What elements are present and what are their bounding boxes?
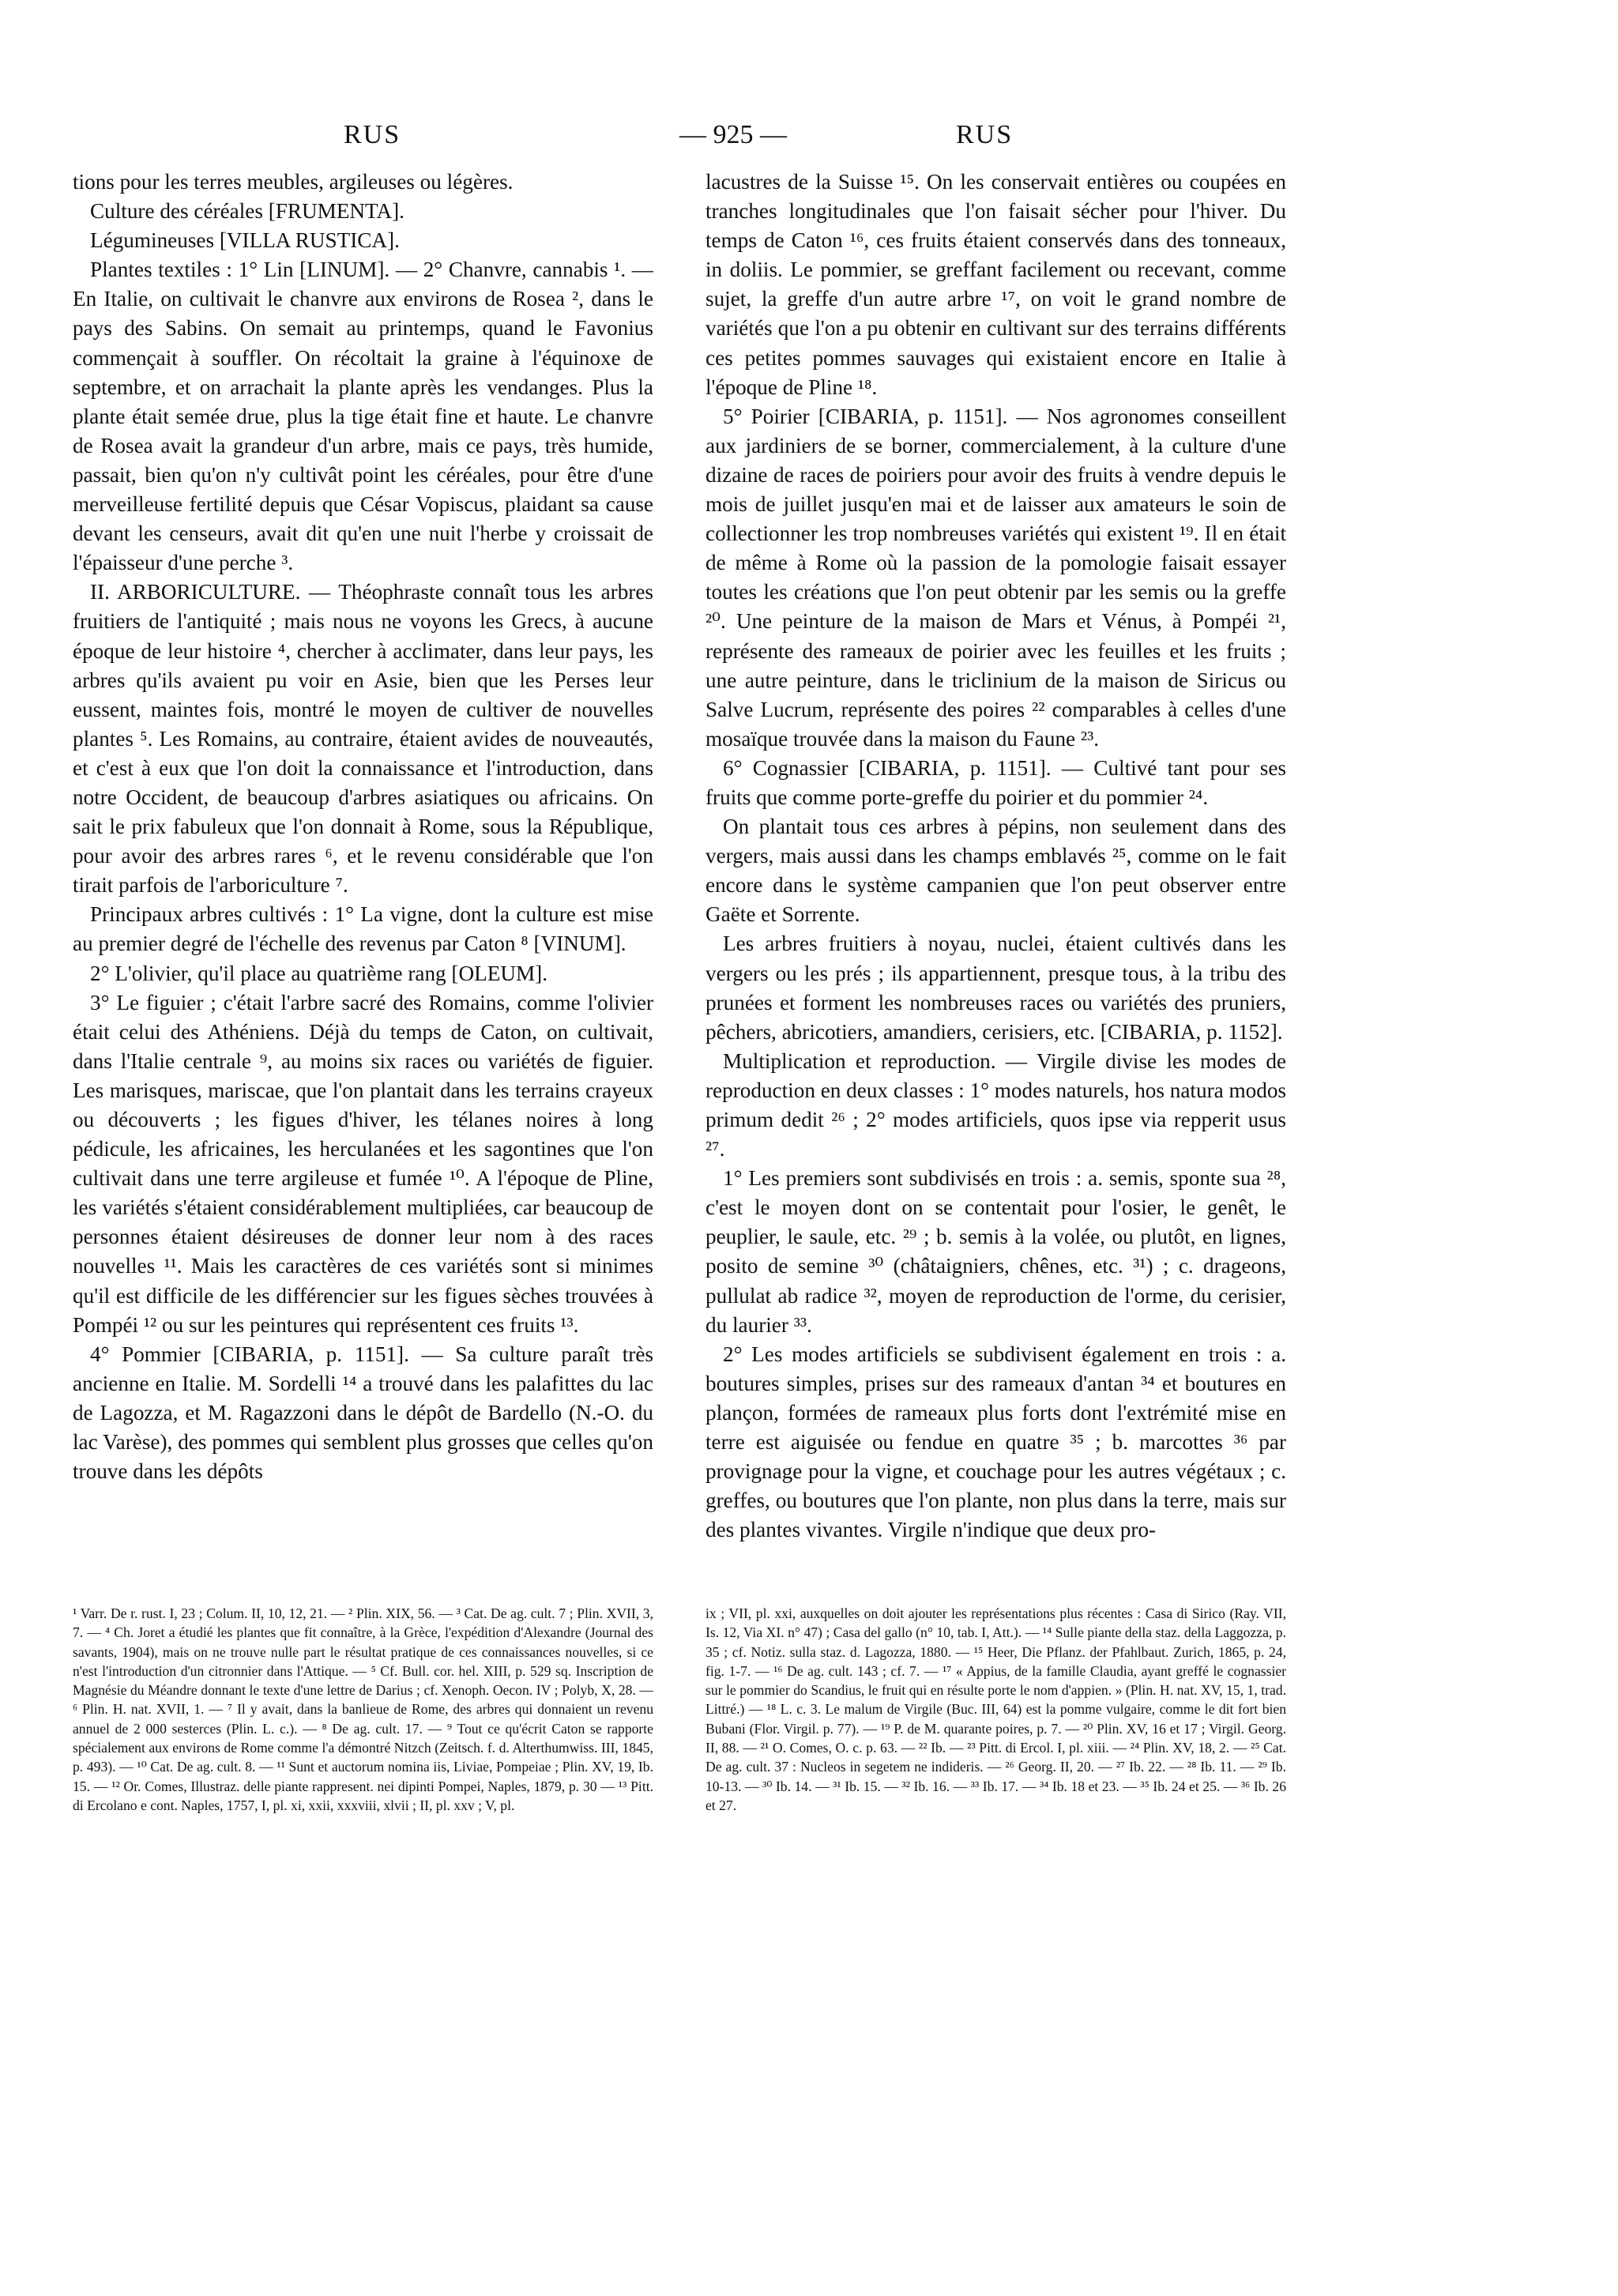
paragraph: 5° Poirier [CIBARIA, p. 1151]. — Nos agronomes conseillent aux jardiniers de se borner, commercialement, à la culture d'une dizaine de races de poiriers pour avoir des fruits à vendre depuis le mois de juillet jusqu'en mai et de laisser aux amateurs le soin de collectionner les trop nombreuses variétés qui existent ¹⁹. Il en était de même à Rome où la passion de la pomologie faisait essayer toutes les créations que l'on peut obtenir par les semis ou la greffe ²⁰. Une peinture de la maison de Mars et Vénus, à Pompéi ²¹, représente des rameaux de poirier avec les feuilles et les fruits ; une autre peinture, dans le triclinium de la maison de Siricus ou Salve Lucrum, représente des poires ²² comparables à celles d'une mosaïque trouvée dans la maison du Faune ²³. xyxy=(706,404,1286,751)
paragraph: II. ARBORICULTURE. — Théophraste connaît tous les arbres fruitiers de l'antiquité ; mais nous ne voyons les Grecs, à aucune époque de leur histoire ⁴, chercher à acclimater, dans leur pays, les arbres qu'ils avaient pu voir en Asie, bien que les Perses leur eussent, maintes fois, montré le moyen de cultiver de nouvelles plantes ⁵. Les Romains, au contraire, étaient avides de nouveautés, et c'est à eux que l'on doit la connaissance et l'introduction, dans notre Occident, de beaucoup d'arbres asiatiques ou africains. On sait le prix fabuleux que l'on donnait à Rome, sous la République, pour avoir des arbres rares ⁶, et le revenu considérable que l'on tirait parfois de l'arboriculture ⁷. xyxy=(73,580,653,898)
paragraph: Légumineuses [VILLA RUSTICA]. xyxy=(90,228,400,253)
paragraph: 6° Cognassier [CIBARIA, p. 1151]. — Cultivé tant pour ses fruits que comme porte-greffe du poirier et du pommier ²⁴. xyxy=(706,755,1286,809)
footnote-text: ix ; VII, pl. xxi, auxquelles on doit ajouter les représentations plus récentes : Casa di Sirico (Ray. VII, Is. 12, Via XI. n° 47) ; Casa del gallo (n° 10, tab. I, Att.). — ¹⁴ Sulle piante della staz. della Laggozza, p. 35 ; cf. Notiz. sulla staz. d. Lagozza, 1880. — ¹⁵ Heer, Die Pflanz. der Pfahlbaut. Zurich, 1865, p. 24, fig. 1-7. — ¹⁶ De ag. cult. 143 ; cf. 7. — ¹⁷ « Appius, de la famille Claudia, ayant greffé le cognassier sur le pommier do Scandius, le fruit qui en résulte porte le nom d'appien. » (Plin. H. nat. XV, 15, 1, trad. Littré.) — ¹⁸ L. c. 3. Le malum de Virgile (Buc. III, 64) est la pomme vulgaire, comme le dit fort bien Bubani (Flor. Virgil. p. 77). — ¹⁹ P. de M. quarante poires, p. 7. — ²⁰ Plin. XV, 16 et 17 ; Virgil. Georg. II, 88. — ²¹ O. Comes, O. c. p. 63. — ²² Ib. — ²³ Pitt. di Ercol. I, pl. xiii. — ²⁴ Plin. XV, 18, 2. — ²⁵ Cat. De ag. cult. 37 : Nucleos in segetem ne indideris. — ²⁶ Georg. II, 20. — ²⁷ Ib. 22. — ²⁸ Ib. 11. — ²⁹ Ib. 10-13. — ³⁰ Ib. 14. — ³¹ Ib. 15. — ³² Ib. 16. — ³³ Ib. 17. — ³⁴ Ib. 18 et 23. — ³⁵ Ib. 24 et 25. — ³⁶ Ib. 26 et 27. xyxy=(706,1605,1286,1813)
header-left-title: RUS xyxy=(344,120,401,149)
paragraph: 4° Pommier [CIBARIA, p. 1151]. — Sa culture paraît très ancienne en Italie. M. Sordelli ¹⁴ a trouvé dans les palafittes du lac de Lagozza, et M. Ragazzoni dans le dépôt de Bardello (N.-O. du lac Varèse), des pommes qui semblent plus grosses que celles qu'on trouve dans les dépôts xyxy=(73,1342,653,1484)
paragraph: Plantes textiles : 1° Lin [LINUM]. — 2° Chanvre, cannabis ¹. — En Italie, on cultivait le chanvre aux environs de Rosea ², dans le pays des Sabins. On semait au printemps, quand le Favonius commençait à souffler. On récoltait la graine à l'équinoxe de septembre, et on arrachait la plante après les vendanges. Plus la plante était semée drue, plus la tige était fine et haute. Le chanvre de Rosea avait la grandeur d'un arbre, mais ce pays, très humide, passait, bien qu'on n'y cultivât point les céréales, pour être d'une merveilleuse fertilité depuis que César Vopiscus, plaidant sa cause devant les censeurs, avait dit qu'en une nuit l'herbe y croissait de l'épaisseur d'une perche ³. xyxy=(73,258,653,575)
paragraph: lacustres de la Suisse ¹⁵. On les conservait entières ou coupées en tranches longitudinales que l'on faisait sécher pour l'hiver. Du temps de Caton ¹⁶, ces fruits étaient conservés dans des tonneaux, in doliis. Le pommier, se greffant facilement ou recevant, comme sujet, la greffe d'un autre arbre ¹⁷, on voit le grand nombre de variétés que l'on a pu obtenir en cultivant sur des terrains différents ces petites pommes sauvages qui existaient encore en Italie à l'époque de Pline ¹⁸. xyxy=(706,170,1286,399)
footnotes-right xyxy=(706,1604,1286,1815)
paragraph: Multiplication et reproduction. — Virgile divise les modes de reproduction en deux classes : 1° modes naturels, hos natura modos primum dedit ²⁶ ; 2° modes artificiels, quos ipse via repperit usus ²⁷. xyxy=(706,1048,1286,1161)
right-column xyxy=(706,167,1286,1545)
header-right-title: RUS xyxy=(956,120,1014,149)
paragraph: Culture des céréales [FRUMENTA]. xyxy=(90,199,404,224)
page-number: — 925 — xyxy=(679,120,787,149)
paragraph: tions pour les terres meubles, argileuses ou légères. xyxy=(73,170,514,194)
left-column xyxy=(73,167,653,1486)
paragraph: 1° Les premiers sont subdivisés en trois : a. semis, sponte sua ²⁸, c'est le moyen dont on se contentait pour l'osier, le genêt, le peuplier, le saule, etc. ²⁹ ; b. semis à la volée, ou plutôt, en lignes, posito de semine ³⁰ (châtaigniers, chênes, etc. ³¹) ; c. drageons, pullulat ab radice ³², moyen de reproduction de l'orme, du cerisier, du laurier ³³. xyxy=(706,1166,1286,1337)
paragraph: Les arbres fruitiers à noyau, nuclei, étaient cultivés dans les vergers ou les prés ; ils appartiennent, presque tous, à la tribu des prunées et forment les nombreuses races ou variétés des pruniers, pêchers, abricotiers, amandiers, cerisiers, etc. [CIBARIA, p. 1152]. xyxy=(706,932,1286,1044)
paragraph: 2° Les modes artificiels se subdivisent également en trois : a. boutures simples, prises sur des rameaux d'antan ³⁴ et boutures en plançon, formées de rameaux plus forts dont l'extrémité mise en terre est aiguisée ou fendue en quatre ³⁵ ; b. marcottes ³⁶ par provignage pour la vigne, et couchage pour les autres végétaux ; c. greffes, ou boutures que l'on plante, non plus dans la terre, mais sur des plantes vivantes. Virgile n'indique que deux pro- xyxy=(706,1342,1286,1542)
running-header xyxy=(71,120,1272,160)
footnote-text: ¹ Varr. De r. rust. I, 23 ; Colum. II, 10, 12, 21. — ² Plin. XIX, 56. — ³ Cat. De ag. cult. 7 ; Plin. XVII, 3, 7. — ⁴ Ch. Joret a étudié les plantes que fit connaître, à la Grèce, l'expédition d'Alexandre (Journal des savants, 1904), mais on ne trouve nulle part le résultat pratique de ces connaissances nouvelles, si ce n'est l'introduction d'un citronnier dans l'Attique. — ⁵ Cf. Bull. cor. hel. XIII, p. 529 sq. Inscription de Magnésie du Méandre donnant le texte d'une lettre de Darius ; cf. Xenoph. Oecon. IV ; Polyb, X, 28. — ⁶ Plin. H. nat. XVII, 1. — ⁷ Il y avait, dans la banlieue de Rome, des arbres qui donnaient un revenu annuel de 2 000 sesterces (Plin. L. c.). — ⁸ De ag. cult. 17. — ⁹ Tout ce qu'écrit Caton se rapporte spécialement aux environs de Rome comme l'a démontré Nitzch (Zeitsch. f. d. Alterthumwiss. III, 1845, p. 493). — ¹⁰ Cat. De ag. cult. 8. — ¹¹ Sunt et auctorum nomina iis, Liviae, Pompeiae ; Plin. XV, 19, Ib. 15. — ¹² Or. Comes, Illustraz. delle piante rappresent. nei dipinti Pompei, Naples, 1879, p. 30 — ¹³ Pitt. di Ercolano e cont. Naples, 1757, I, pl. xi, xxii, xxxviii, xlvii ; II, pl. xxv ; V, pl. xyxy=(73,1605,653,1813)
paragraph: 2° L'olivier, qu'il place au quatrième rang [OLEUM]. xyxy=(90,961,547,985)
paragraph: Principaux arbres cultivés : 1° La vigne, dont la culture est mise au premier degré de l'échelle des revenus par Caton ⁸ [VINUM]. xyxy=(73,902,653,956)
paragraph: On plantait tous ces arbres à pépins, non seulement dans des vergers, mais aussi dans les champs emblavés ²⁵, comme on le fait encore dans le système campanien que l'on peut observer entre Gaëte et Sorrente. xyxy=(706,815,1286,927)
paragraph: 3° Le figuier ; c'était l'arbre sacré des Romains, comme l'olivier était celui des Athéniens. Déjà du temps de Caton, on cultivait, dans l'Italie centrale ⁹, au moins six races ou variétés de figuier. Les marisques, mariscae, que l'on plantait dans les terrains crayeux ou découverts ; les figues d'hiver, les télanes noires à long pédicule, les africaines, les herculanées et les sagontines que l'on cultivait dans une terre argileuse et fumée ¹⁰. A l'époque de Pline, les variétés s'étaient considérablement multipliées, car beaucoup de personnes étaient désireuses de donner leur nom à des races nouvelles ¹¹. Mais les caractères de ces variétés sont si minimes qu'il est difficile de les différencier sur les figues sèches trouvées à Pompéi ¹² ou sur les peintures qui représentent ces fruits ¹³. xyxy=(73,990,653,1337)
footnotes-left xyxy=(73,1604,653,1815)
